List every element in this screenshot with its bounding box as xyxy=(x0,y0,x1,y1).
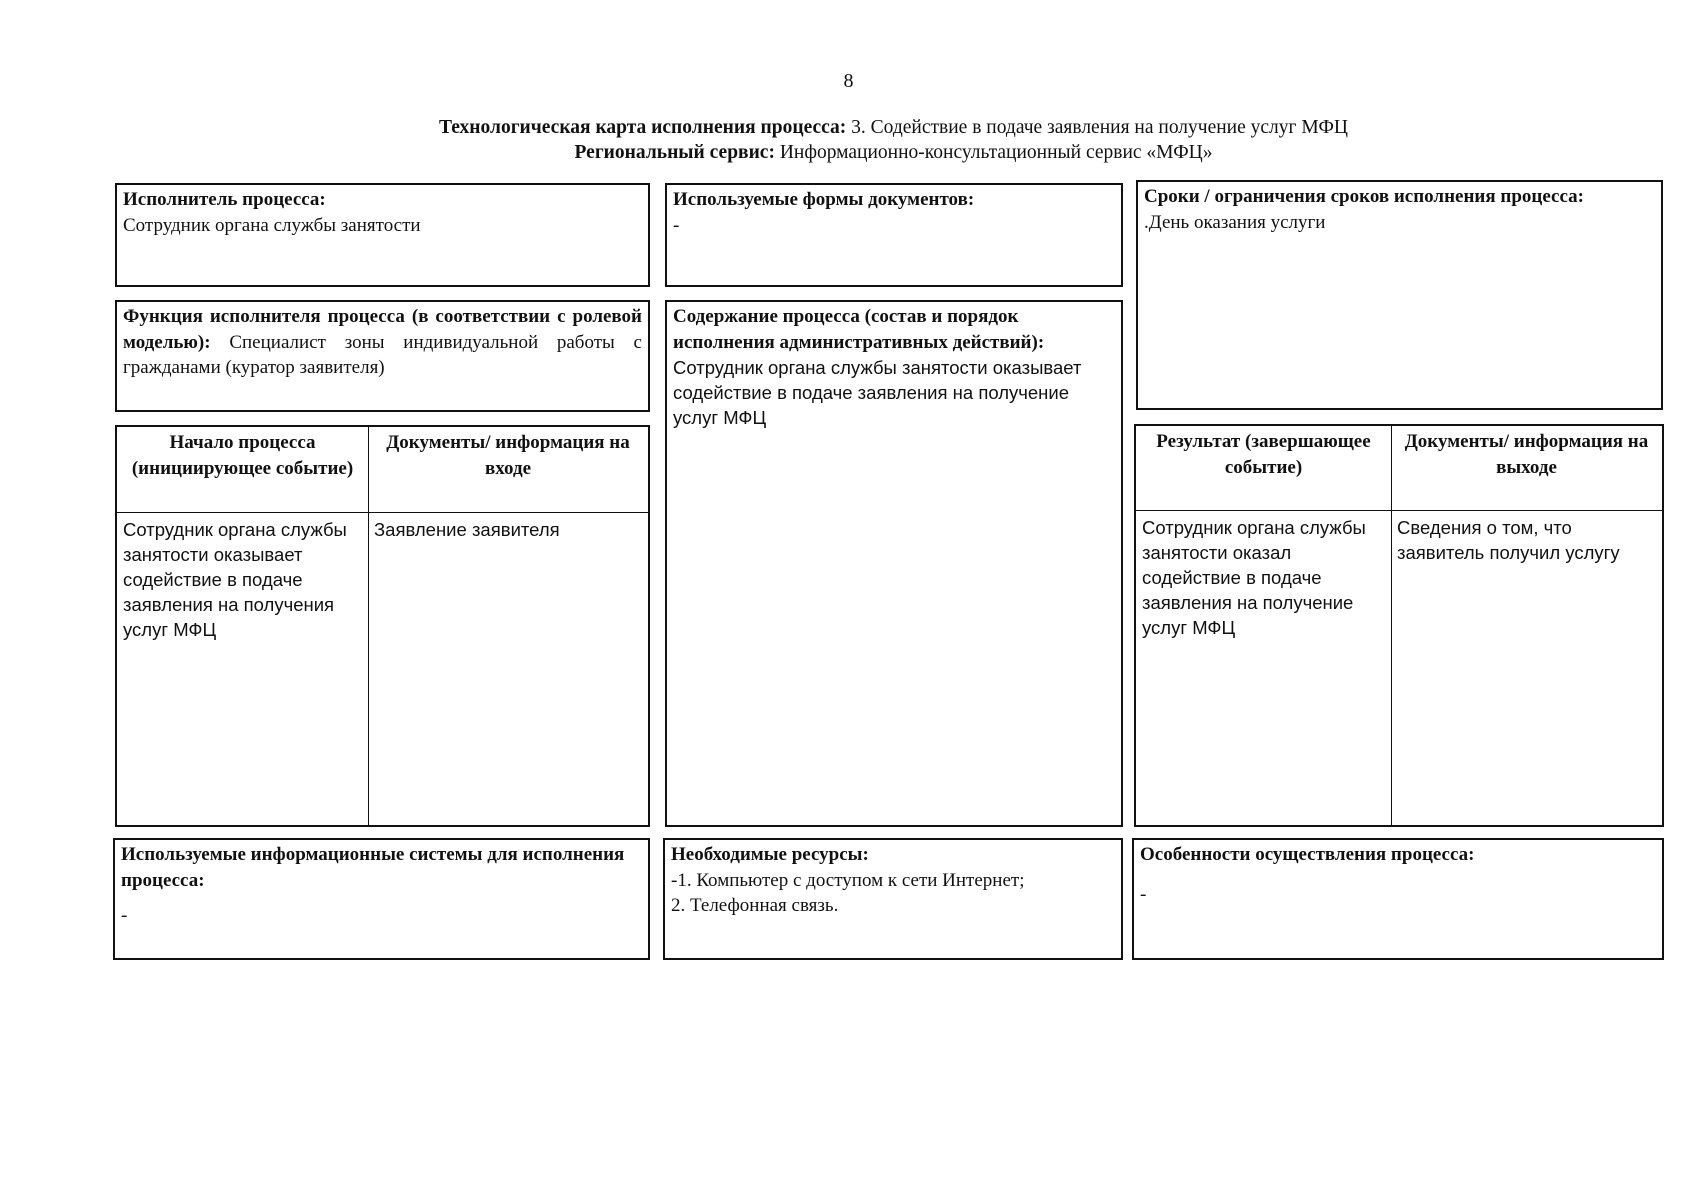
resources-box xyxy=(663,838,1123,960)
forms-value: - xyxy=(673,214,680,236)
forms-box xyxy=(665,183,1123,287)
info-systems-title: Используемые информационные системы для исполнения процесса: xyxy=(121,844,625,891)
content-box xyxy=(665,300,1123,827)
resources-title: Необходимые ресурсы: xyxy=(671,844,869,865)
deadlines-value: .День оказания услуги xyxy=(1144,211,1326,233)
start-event-header: Начало процесса (инициирующее событие) xyxy=(131,432,354,479)
output-docs-header: Документы/ информация на выходе xyxy=(1404,431,1649,478)
features-value: - xyxy=(1140,883,1147,905)
result-event-value: Сотрудник органа службы занятости оказал содействие в подаче заявления на получение услуг МФЦ xyxy=(1142,517,1366,638)
process-title xyxy=(0,115,1697,141)
result-event-header: Результат (завершающее событие) xyxy=(1156,431,1371,478)
start-event-value: Сотрудник органа службы занятости оказывает содействие в подаче заявления на получения услуг МФЦ xyxy=(123,519,347,640)
service-title xyxy=(0,140,1697,166)
process-title-label: Технологическая карта исполнения процесса: xyxy=(439,117,847,138)
resources-item-2: 2. Телефонная связь. xyxy=(671,895,839,916)
input-docs-value: Заявление заявителя xyxy=(374,519,560,540)
content-title: Содержание процесса (состав и порядок исполнения административных действий): xyxy=(673,306,1045,353)
features-box xyxy=(1132,838,1664,960)
process-title-value: 3. Содействие в подаче заявления на получение услуг МФЦ xyxy=(846,117,1348,138)
content-value: Сотрудник органа службы занятости оказывает содействие в подаче заявления на получение услуг МФЦ xyxy=(673,357,1082,428)
forms-title: Используемые формы документов: xyxy=(673,189,975,210)
result-table xyxy=(1134,424,1664,827)
deadlines-title: Сроки / ограничения сроков исполнения процесса: xyxy=(1144,186,1584,207)
executor-box xyxy=(115,183,650,287)
function-title: Функция исполнителя процесса (в соответствии с ролевой моделью): xyxy=(123,306,642,353)
input-docs-header: Документы/ информация на входе xyxy=(386,432,630,479)
executor-value: Сотрудник органа службы занятости xyxy=(123,214,421,236)
resources-item-1: -1. Компьютер с доступом к сети Интернет; xyxy=(671,869,1025,891)
features-title: Особенности осуществления процесса: xyxy=(1140,844,1475,865)
info-systems-box xyxy=(113,838,650,960)
page-number: 8 xyxy=(843,70,854,92)
output-docs-value: Сведения о том, что заявитель получил услугу xyxy=(1397,517,1620,563)
function-value: Специалист зоны индивидуальной работы с гражданами (куратор заявителя) xyxy=(123,331,642,378)
executor-title: Исполнитель процесса: xyxy=(123,189,326,210)
deadlines-box xyxy=(1136,180,1663,410)
service-title-label: Региональный сервис: xyxy=(574,142,775,163)
function-box xyxy=(115,300,650,412)
info-systems-value: - xyxy=(121,905,128,926)
start-table xyxy=(115,425,650,827)
service-title-value: Информационно-консультационный сервис «МФЦ» xyxy=(774,142,1213,163)
